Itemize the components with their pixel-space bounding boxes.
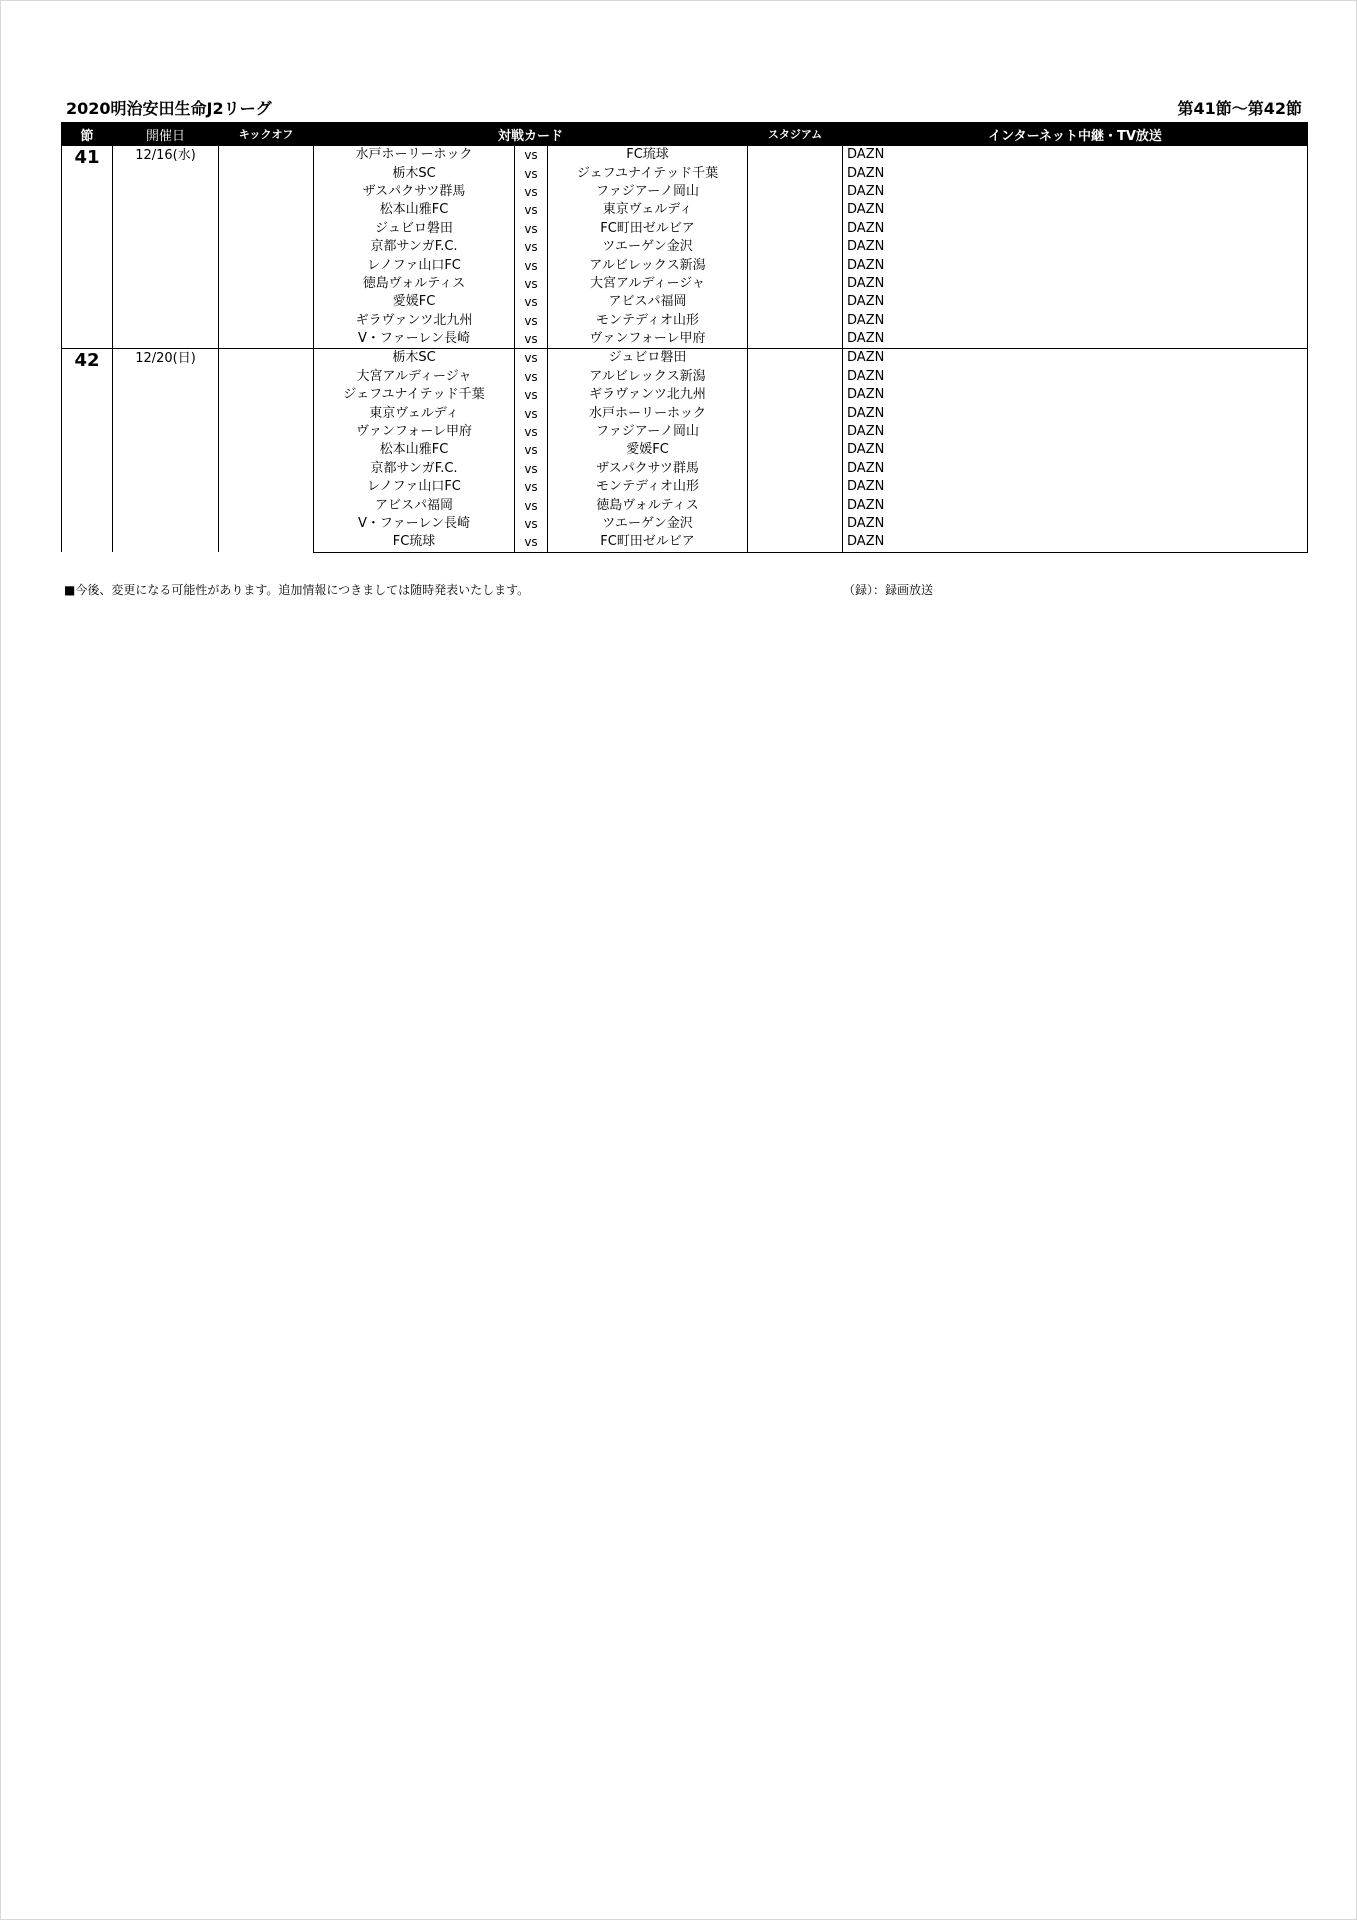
stadium-cell bbox=[748, 478, 843, 496]
home-team: 松本山雅FC bbox=[314, 441, 515, 459]
away-team: ジュビロ磐田 bbox=[548, 349, 748, 368]
broadcast-cell: DAZN bbox=[843, 349, 1308, 368]
vs-label: vs bbox=[515, 404, 548, 422]
stadium-cell bbox=[748, 275, 843, 293]
header-matchup: 対戦カード bbox=[314, 123, 748, 146]
stadium-cell bbox=[748, 220, 843, 238]
away-team: ジェフユナイテッド千葉 bbox=[548, 164, 748, 182]
home-team: レノファ山口FC bbox=[314, 256, 515, 274]
schedule-table bbox=[61, 122, 1308, 553]
broadcast-cell: DAZN bbox=[843, 146, 1308, 165]
vs-label: vs bbox=[515, 238, 548, 256]
away-team: ヴァンフォーレ甲府 bbox=[548, 330, 748, 349]
home-team: ザスパクサツ群馬 bbox=[314, 183, 515, 201]
home-team: 東京ヴェルディ bbox=[314, 404, 515, 422]
away-team: ツエーゲン金沢 bbox=[548, 515, 748, 533]
stadium-cell bbox=[748, 423, 843, 441]
vs-label: vs bbox=[515, 478, 548, 496]
broadcast-cell: DAZN bbox=[843, 220, 1308, 238]
broadcast-cell: DAZN bbox=[843, 183, 1308, 201]
footer-legend: （録）：録画放送 bbox=[843, 583, 934, 597]
away-team: モンテディオ山形 bbox=[548, 312, 748, 330]
vs-label: vs bbox=[515, 349, 548, 368]
away-team: ギラヴァンツ北九州 bbox=[548, 386, 748, 404]
home-team: 徳島ヴォルティス bbox=[314, 275, 515, 293]
header-kickoff: キックオフ bbox=[219, 123, 314, 146]
vs-label: vs bbox=[515, 423, 548, 441]
broadcast-cell: DAZN bbox=[843, 256, 1308, 274]
broadcast-cell: DAZN bbox=[843, 460, 1308, 478]
vs-label: vs bbox=[515, 312, 548, 330]
away-team: ファジアーノ岡山 bbox=[548, 423, 748, 441]
stadium-cell bbox=[748, 312, 843, 330]
broadcast-cell: DAZN bbox=[843, 515, 1308, 533]
vs-label: vs bbox=[515, 441, 548, 459]
broadcast-cell: DAZN bbox=[843, 201, 1308, 219]
section-number: 42 bbox=[62, 349, 113, 552]
stadium-cell bbox=[748, 146, 843, 165]
away-team: FC町田ゼルビア bbox=[548, 533, 748, 552]
broadcast-cell: DAZN bbox=[843, 404, 1308, 422]
vs-label: vs bbox=[515, 201, 548, 219]
vs-label: vs bbox=[515, 256, 548, 274]
away-team: モンテディオ山形 bbox=[548, 478, 748, 496]
home-team: 大宮アルディージャ bbox=[314, 368, 515, 386]
broadcast-cell: DAZN bbox=[843, 330, 1308, 349]
stadium-cell bbox=[748, 533, 843, 552]
vs-label: vs bbox=[515, 293, 548, 311]
away-team: ファジアーノ岡山 bbox=[548, 183, 748, 201]
home-team: V・ファーレン長崎 bbox=[314, 330, 515, 349]
home-team: V・ファーレン長崎 bbox=[314, 515, 515, 533]
stadium-cell bbox=[748, 386, 843, 404]
home-team: レノファ山口FC bbox=[314, 478, 515, 496]
vs-label: vs bbox=[515, 460, 548, 478]
stadium-cell bbox=[748, 201, 843, 219]
away-team: 大宮アルディージャ bbox=[548, 275, 748, 293]
vs-label: vs bbox=[515, 386, 548, 404]
stadium-cell bbox=[748, 183, 843, 201]
footer-note: ■今後、変更になる可能性があります。追加情報につきましては随時発表いたします。 bbox=[64, 583, 530, 597]
broadcast-cell: DAZN bbox=[843, 293, 1308, 311]
broadcast-cell: DAZN bbox=[843, 164, 1308, 182]
section-number: 41 bbox=[62, 146, 113, 349]
home-team: ジュビロ磐田 bbox=[314, 220, 515, 238]
broadcast-cell: DAZN bbox=[843, 423, 1308, 441]
vs-label: vs bbox=[515, 220, 548, 238]
broadcast-cell: DAZN bbox=[843, 496, 1308, 514]
home-team: 愛媛FC bbox=[314, 293, 515, 311]
broadcast-cell: DAZN bbox=[843, 275, 1308, 293]
home-team: ヴァンフォーレ甲府 bbox=[314, 423, 515, 441]
header-broadcast: インターネット中継・TV放送 bbox=[843, 123, 1308, 146]
away-team: アルビレックス新潟 bbox=[548, 256, 748, 274]
home-team: アビスパ福岡 bbox=[314, 496, 515, 514]
table-header-row bbox=[62, 123, 1308, 146]
vs-label: vs bbox=[515, 146, 548, 165]
away-team: FC琉球 bbox=[548, 146, 748, 165]
home-team: FC琉球 bbox=[314, 533, 515, 552]
home-team: 栃木SC bbox=[314, 164, 515, 182]
match-date: 12/16(水) bbox=[113, 146, 219, 349]
away-team: アルビレックス新潟 bbox=[548, 368, 748, 386]
match-row bbox=[62, 146, 1308, 165]
stadium-cell bbox=[748, 238, 843, 256]
match-row bbox=[62, 349, 1308, 368]
vs-label: vs bbox=[515, 533, 548, 552]
schedule-body bbox=[62, 146, 1308, 553]
stadium-cell bbox=[748, 441, 843, 459]
stadium-cell bbox=[748, 293, 843, 311]
away-team: 東京ヴェルディ bbox=[548, 201, 748, 219]
home-team: 京都サンガF.C. bbox=[314, 238, 515, 256]
title-row bbox=[62, 96, 1306, 120]
stadium-cell bbox=[748, 515, 843, 533]
home-team: 松本山雅FC bbox=[314, 201, 515, 219]
away-team: アビスパ福岡 bbox=[548, 293, 748, 311]
header-section: 節 bbox=[62, 123, 113, 146]
away-team: 徳島ヴォルティス bbox=[548, 496, 748, 514]
round-range: 第41節～第42節 bbox=[1177, 99, 1302, 118]
kickoff-cell bbox=[219, 349, 314, 552]
stadium-cell bbox=[748, 349, 843, 368]
broadcast-cell: DAZN bbox=[843, 441, 1308, 459]
away-team: 水戸ホーリーホック bbox=[548, 404, 748, 422]
vs-label: vs bbox=[515, 275, 548, 293]
vs-label: vs bbox=[515, 515, 548, 533]
page-title: 2020明治安田生命J2リーグ bbox=[66, 99, 272, 118]
stadium-cell bbox=[748, 496, 843, 514]
vs-label: vs bbox=[515, 330, 548, 349]
broadcast-cell: DAZN bbox=[843, 368, 1308, 386]
broadcast-cell: DAZN bbox=[843, 238, 1308, 256]
header-stadium: スタジアム bbox=[748, 123, 843, 146]
away-team: 愛媛FC bbox=[548, 441, 748, 459]
broadcast-cell: DAZN bbox=[843, 533, 1308, 552]
home-team: ギラヴァンツ北九州 bbox=[314, 312, 515, 330]
home-team: 水戸ホーリーホック bbox=[314, 146, 515, 165]
stadium-cell bbox=[748, 256, 843, 274]
vs-label: vs bbox=[515, 368, 548, 386]
stadium-cell bbox=[748, 368, 843, 386]
vs-label: vs bbox=[515, 496, 548, 514]
stadium-cell bbox=[748, 330, 843, 349]
broadcast-cell: DAZN bbox=[843, 386, 1308, 404]
home-team: ジェフユナイテッド千葉 bbox=[314, 386, 515, 404]
home-team: 栃木SC bbox=[314, 349, 515, 368]
kickoff-cell bbox=[219, 146, 314, 349]
away-team: ツエーゲン金沢 bbox=[548, 238, 748, 256]
stadium-cell bbox=[748, 164, 843, 182]
match-date: 12/20(日) bbox=[113, 349, 219, 552]
stadium-cell bbox=[748, 404, 843, 422]
away-team: FC町田ゼルビア bbox=[548, 220, 748, 238]
header-date: 開催日 bbox=[113, 123, 219, 146]
vs-label: vs bbox=[515, 183, 548, 201]
away-team: ザスパクサツ群馬 bbox=[548, 460, 748, 478]
vs-label: vs bbox=[515, 164, 548, 182]
stadium-cell bbox=[748, 460, 843, 478]
home-team: 京都サンガF.C. bbox=[314, 460, 515, 478]
broadcast-cell: DAZN bbox=[843, 312, 1308, 330]
broadcast-cell: DAZN bbox=[843, 478, 1308, 496]
